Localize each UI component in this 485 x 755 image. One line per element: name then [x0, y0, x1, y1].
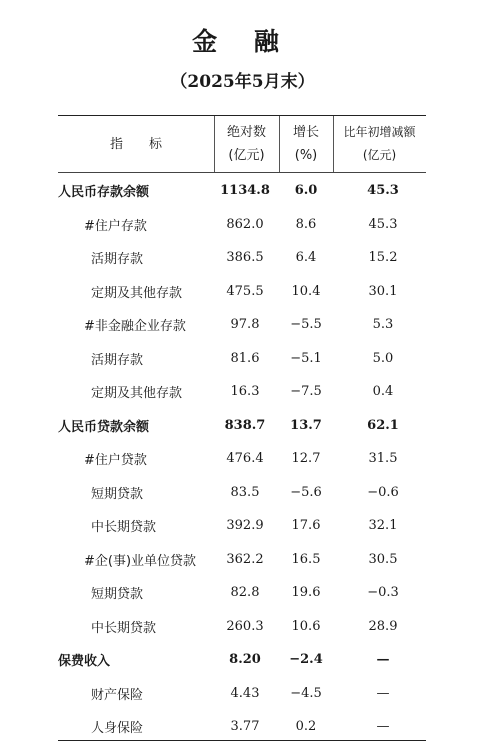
growth-value: −5.1 [290, 350, 322, 366]
increase-value: 32.1 [368, 518, 398, 534]
table-row [58, 677, 426, 711]
row-label: 人身保险 [91, 721, 144, 737]
header-increase [333, 116, 426, 172]
row-label: 定期及其他存款 [91, 285, 183, 301]
absolute-value: 4.43 [230, 685, 260, 701]
table-row [58, 275, 426, 309]
absolute-value: 362.2 [226, 551, 264, 567]
increase-value: — [376, 685, 390, 701]
growth-value: −7.5 [290, 384, 322, 400]
increase-value: 5.0 [372, 350, 394, 366]
absolute-value: 97.8 [230, 317, 260, 333]
row-label: 保费收入 [58, 654, 111, 670]
row-label: #企(事)业单位贷款 [84, 553, 197, 569]
absolute-value: 81.6 [230, 350, 260, 366]
row-label: 财产保险 [91, 687, 144, 703]
header-increase-label: 比年初增减额 [343, 125, 416, 139]
growth-value: 12.7 [291, 451, 321, 467]
row-label: #住户贷款 [84, 453, 147, 469]
growth-value: 0.2 [295, 719, 317, 735]
absolute-value: 386.5 [226, 250, 264, 266]
row-label: 短期贷款 [91, 587, 144, 603]
absolute-value: 476.4 [226, 451, 264, 467]
growth-value: 16.5 [291, 551, 321, 567]
increase-value: 45.3 [368, 216, 398, 232]
increase-value: — [376, 719, 390, 735]
header-indicator [58, 116, 214, 172]
table-row [58, 308, 426, 342]
header-increase-unit: (亿元) [362, 148, 397, 162]
header-growth-unit: (%) [294, 148, 318, 163]
header-growth-label: 增长 [292, 125, 319, 140]
increase-value: 31.5 [368, 451, 398, 467]
row-label: 活期存款 [91, 352, 144, 368]
absolute-value: 8.20 [229, 652, 261, 668]
row-label: 中长期贷款 [91, 520, 157, 536]
absolute-value: 475.5 [226, 283, 264, 299]
increase-value: 62.1 [367, 417, 399, 433]
table-row [58, 576, 426, 610]
table-row [58, 509, 426, 543]
absolute-value: 260.3 [226, 618, 264, 634]
page-title: 金 融 [192, 27, 293, 56]
row-label: 短期贷款 [91, 486, 144, 502]
header-growth [279, 116, 333, 172]
growth-value: 8.6 [295, 216, 317, 232]
increase-value: 30.5 [368, 551, 398, 567]
absolute-value: 1134.8 [220, 183, 270, 199]
absolute-value: 392.9 [226, 518, 264, 534]
table-row [58, 543, 426, 577]
growth-value: 6.4 [295, 250, 317, 266]
increase-value: 28.9 [368, 618, 398, 634]
header-absolute [214, 116, 279, 172]
absolute-value: 82.8 [230, 585, 260, 601]
increase-value: 0.4 [372, 384, 394, 400]
absolute-value: 838.7 [224, 417, 266, 433]
growth-value: 13.7 [290, 417, 322, 433]
row-label: 人民币贷款余额 [58, 419, 150, 435]
increase-value: −0.3 [367, 585, 399, 601]
row-label: #住户存款 [84, 218, 147, 234]
table-row [58, 241, 426, 275]
header-indicator-label: 指 标 [109, 136, 162, 152]
row-label: 中长期贷款 [91, 620, 157, 636]
row-label: #非金融企业存款 [84, 319, 186, 335]
growth-value: 10.6 [291, 618, 321, 634]
table-row [58, 476, 426, 510]
row-label: 定期及其他存款 [91, 386, 183, 402]
growth-value: −4.5 [290, 685, 322, 701]
page-subtitle: （2025年5月末） [170, 72, 315, 92]
header-bottom-rule [58, 172, 426, 173]
growth-value: 10.4 [291, 283, 321, 299]
growth-value: 19.6 [291, 585, 321, 601]
absolute-value: 862.0 [226, 216, 264, 232]
growth-value: −5.6 [290, 484, 322, 500]
absolute-value: 83.5 [230, 484, 260, 500]
increase-value: 30.1 [368, 283, 398, 299]
table-row [58, 643, 426, 677]
table-row [58, 342, 426, 376]
growth-value: 6.0 [294, 183, 318, 199]
absolute-value: 16.3 [230, 384, 260, 400]
absolute-value: 3.77 [230, 719, 260, 735]
row-label: 人民币存款余额 [58, 185, 150, 201]
row-label: 活期存款 [91, 252, 144, 268]
table-row [58, 409, 426, 443]
growth-value: −5.5 [290, 317, 322, 333]
header-absolute-label: 绝对数 [226, 125, 266, 140]
header-absolute-unit: (亿元) [228, 148, 265, 163]
increase-value: 5.3 [372, 317, 394, 333]
growth-value: −2.4 [289, 652, 323, 668]
increase-value: 45.3 [367, 183, 399, 199]
table-row [58, 375, 426, 409]
table-row [58, 174, 426, 208]
table-row [58, 610, 426, 644]
increase-value: 15.2 [368, 250, 398, 266]
growth-value: 17.6 [291, 518, 321, 534]
table-row [58, 208, 426, 242]
table-row [58, 442, 426, 476]
increase-value: — [376, 652, 390, 668]
increase-value: −0.6 [367, 484, 399, 500]
table-row [58, 710, 426, 744]
